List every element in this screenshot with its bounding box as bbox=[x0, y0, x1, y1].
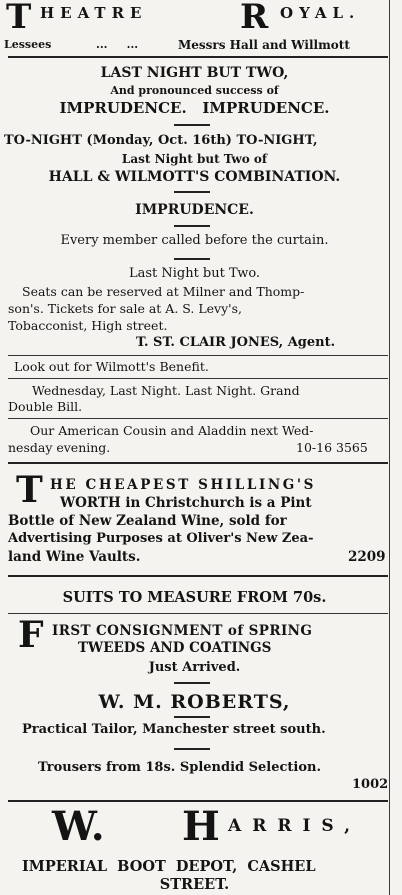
harris-h: H bbox=[182, 803, 220, 850]
short-rule bbox=[174, 748, 210, 750]
theatre-title-initial: T bbox=[6, 0, 32, 37]
wine-line: land Wine Vaults. bbox=[8, 549, 141, 565]
tailor-name: W. M. ROBERTS, bbox=[98, 691, 291, 713]
rule bbox=[8, 613, 388, 614]
theatre-line: HALL & WILMOTT'S COMBINATION. bbox=[48, 169, 341, 185]
harris-line: IMPERIAL BOOT DEPOT, CASHEL bbox=[22, 858, 316, 875]
tailor-line: Trousers from 18s. Splendid Selection. bbox=[38, 760, 321, 775]
lessees-label: Lessees bbox=[4, 38, 52, 51]
tailor-dropcap: F bbox=[18, 614, 44, 656]
tailor-line: SUITS TO MEASURE FROM 70s. bbox=[62, 589, 327, 606]
harris-line: STREET. bbox=[159, 876, 230, 893]
rule bbox=[8, 462, 388, 464]
theatre-line: Last Night but Two of bbox=[121, 152, 268, 166]
theatre-line: nesday evening. bbox=[8, 440, 111, 455]
rule bbox=[8, 418, 388, 419]
theatre-line: Every member called before the curtain. bbox=[60, 233, 329, 248]
short-rule bbox=[174, 716, 210, 718]
short-rule bbox=[174, 682, 210, 684]
short-rule bbox=[174, 225, 210, 227]
ad-reference: 10-16 3565 bbox=[296, 440, 368, 455]
tailor-line: IRST CONSIGNMENT of SPRING bbox=[52, 623, 313, 639]
rule bbox=[8, 355, 388, 356]
theatre-line: IMPRUDENCE. bbox=[135, 202, 254, 218]
theatre-line: Tobacconist, High street. bbox=[8, 318, 168, 333]
rule bbox=[8, 575, 388, 577]
harris-w: W. bbox=[52, 803, 105, 850]
theatre-title bbox=[6, 0, 386, 37]
harris-rest: ARRIS, bbox=[228, 816, 361, 836]
ad-reference: 2209 bbox=[348, 549, 386, 565]
column-rule bbox=[389, 0, 390, 895]
theatre-line: IMPRUDENCE. IMPRUDENCE. bbox=[59, 99, 330, 117]
theatre-line: Our American Cousin and Aladdin next Wed- bbox=[30, 423, 314, 438]
ad-reference: 1002 bbox=[352, 777, 389, 792]
lessees-dots: ... ... bbox=[96, 38, 139, 51]
theatre-line: TO-NIGHT (Monday, Oct. 16th) TO-NIGHT, bbox=[4, 133, 318, 148]
lessees-names: Messrs Hall and Willmott bbox=[178, 38, 350, 52]
theatre-line: LAST NIGHT BUT TWO, bbox=[100, 65, 289, 81]
wine-line: HE CHEAPEST SHILLING'S bbox=[50, 477, 317, 493]
theatre-line: Last Night but Two. bbox=[128, 266, 261, 281]
theatre-agent: T. ST. CLAIR JONES, Agent. bbox=[136, 335, 336, 350]
rule bbox=[8, 800, 388, 802]
theatre-line: Look out for Wilmott's Benefit. bbox=[14, 359, 209, 374]
rule bbox=[8, 378, 388, 379]
tailor-line: Practical Tailor, Manchester street south. bbox=[22, 722, 326, 737]
theatre-title-r: R bbox=[240, 0, 269, 37]
theatre-line: Wednesday, Last Night. Last Night. Grand bbox=[32, 383, 300, 398]
wine-line: Advertising Purposes at Oliver's New Zea- bbox=[8, 531, 314, 546]
tailor-line: TWEEDS AND COATINGS bbox=[78, 640, 272, 656]
short-rule bbox=[174, 191, 210, 193]
theatre-line: son's. Tickets for sale at A. S. Levy's, bbox=[8, 301, 242, 316]
rule bbox=[8, 56, 388, 58]
short-rule bbox=[174, 258, 210, 260]
theatre-title-end: OYAL. bbox=[280, 4, 361, 22]
theatre-line: Seats can be reserved at Milner and Thomp- bbox=[22, 284, 305, 299]
theatre-line: Double Bill. bbox=[8, 399, 83, 414]
short-rule bbox=[174, 124, 210, 126]
wine-line: Bottle of New Zealand Wine, sold for bbox=[8, 513, 287, 529]
theatre-line: And pronounced success of bbox=[110, 84, 279, 97]
tailor-line: Just Arrived. bbox=[148, 660, 241, 675]
theatre-title-mid: HEATRE bbox=[40, 4, 148, 22]
wine-line: WORTH in Christchurch is a Pint bbox=[60, 495, 312, 511]
wine-dropcap: T bbox=[16, 469, 43, 511]
